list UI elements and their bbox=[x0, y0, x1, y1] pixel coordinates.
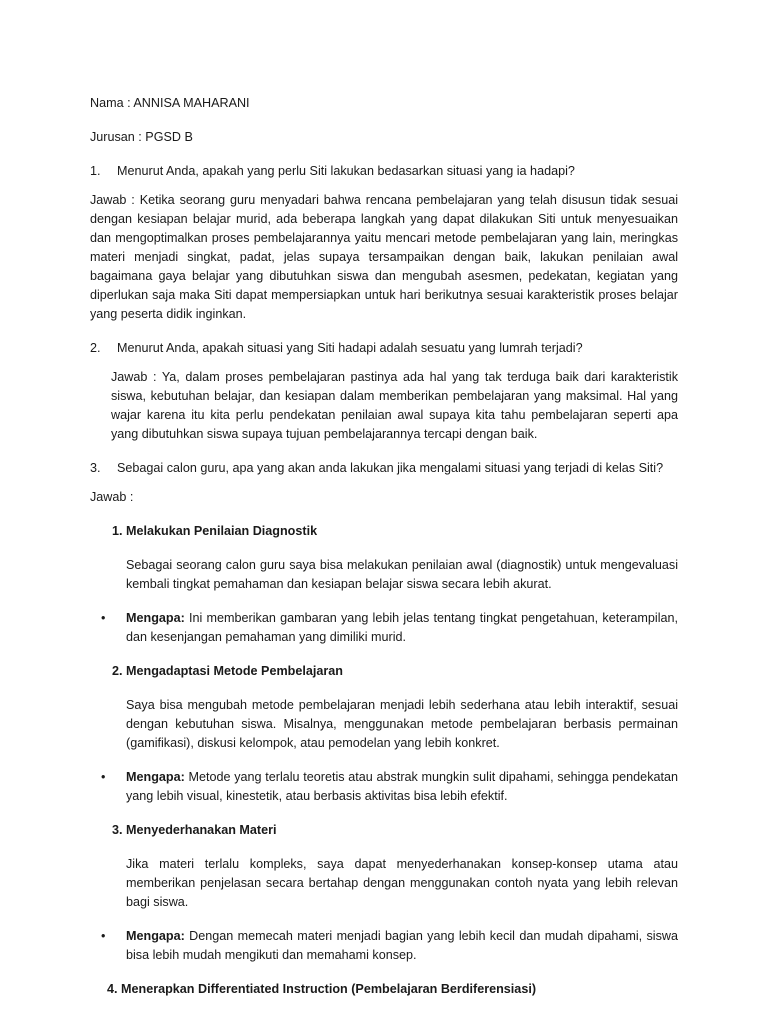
question-2 bbox=[90, 339, 678, 358]
item-2-heading: 2. Mengadaptasi Metode Pembelajaran bbox=[112, 664, 343, 678]
item-1-reason bbox=[101, 609, 678, 647]
answer-1: Jawab : Ketika seorang guru menyadari bahwa rencana pembelajaran yang telah disusun tidak sesuai dengan kesiapan belajar murid, ada beberapa langkah yang dapat dilakukan Siti untuk menyesuaikan dan mengoptimalkan proses pembelajarannya yaitu mencari metode pembelajaran yang lain, meringkas materi menjadi singkat, padat, jelas supaya tersampaikan dengan baik, lakukan penilaian awal bagaimana gaya belajar yang dibutuhkan siswa dan mengubah asesmen, pedekatan, kegiatan yang diperlukan saja maka Siti dapat mempersiapkan untuk hari berikutnya sesuai karakteristik proses belajar yang peserta didik inginkan. bbox=[90, 193, 678, 321]
item-4-heading: 4. Menerapkan Differentiated Instruction (Pembelajaran Berdiferensiasi) bbox=[107, 982, 537, 996]
question-3 bbox=[90, 459, 678, 478]
item-3-text: Jika materi terlalu kompleks, saya dapat menyederhanakan konsep-konsep utama atau memberikan penjelasan secara bertahap dengan menggunakan contoh nyata yang lebih relevan bagi siswa. bbox=[126, 857, 678, 909]
item-3-reason bbox=[101, 927, 678, 965]
question-number: 2. bbox=[90, 341, 101, 355]
question-text: Menurut Anda, apakah yang perlu Siti lakukan bedasarkan situasi yang ia hadapi? bbox=[117, 164, 575, 178]
bullet-icon: • bbox=[101, 929, 106, 943]
answer-2: Jawab : Ya, dalam proses pembelajaran pastinya ada hal yang tak terduga baik dari karakteristik siswa, kebutuhan belajar, dan kesiapan dalam memberikan pembelajaran yang maksimal. Hal yang wajar karena itu kita perlu pendekatan penilaian awal supaya kita tahu pembelajaran seperti apa yang dibutuhkan siswa supaya tujuan pembelajarannya tercapi dengan baik. bbox=[111, 370, 678, 441]
reason-text: Dengan memecah materi menjadi bagian yang lebih kecil dan mudah dipahami, siswa bisa lebih mudah mengikuti dan memahami konsep. bbox=[126, 929, 678, 962]
item-2-reason bbox=[101, 768, 678, 806]
question-1 bbox=[90, 162, 678, 181]
item-1-text: Sebagai seorang calon guru saya bisa melakukan penilaian awal (diagnostik) untuk mengevaluasi kembali tingkat pemahaman dan kesiapan belajar siswa secara lebih akurat. bbox=[126, 558, 678, 591]
answer-3-label: Jawab : bbox=[90, 490, 134, 504]
question-number: 1. bbox=[90, 164, 101, 178]
student-name: Nama : ANNISA MAHARANI bbox=[90, 96, 250, 110]
bullet-icon: • bbox=[101, 770, 106, 784]
item-3-heading: 3. Menyederhanakan Materi bbox=[112, 823, 277, 837]
reason-label: Mengapa: bbox=[126, 929, 185, 943]
reason-label: Mengapa: bbox=[126, 611, 185, 625]
question-text: Sebagai calon guru, apa yang akan anda lakukan jika mengalami situasi yang terjadi di kelas Siti? bbox=[117, 461, 664, 475]
reason-text: Ini memberikan gambaran yang lebih jelas tentang tingkat pengetahuan, keterampilan, dan kesenjangan pemahaman yang dimiliki murid. bbox=[126, 611, 678, 644]
reason-text: Metode yang terlalu teoretis atau abstrak mungkin sulit dipahami, sehingga pendekatan yang lebih visual, kinestetik, atau berbasis aktivitas bisa lebih efektif. bbox=[126, 770, 678, 803]
student-major: Jurusan : PGSD B bbox=[90, 130, 193, 144]
bullet-icon: • bbox=[101, 611, 106, 625]
reason-label: Mengapa: bbox=[126, 770, 185, 784]
question-number: 3. bbox=[90, 461, 101, 475]
question-text: Menurut Anda, apakah situasi yang Siti hadapi adalah sesuatu yang lumrah terjadi? bbox=[117, 341, 583, 355]
item-2-text: Saya bisa mengubah metode pembelajaran menjadi lebih sederhana atau lebih interaktif, sesuai dengan kebutuhan siswa. Misalnya, menggunakan metode pembelajaran berbasis permainan (gamifikasi), diskusi kelompok, atau pemodelan yang lebih konkret. bbox=[126, 698, 678, 750]
item-1-heading: 1. Melakukan Penilaian Diagnostik bbox=[112, 524, 318, 538]
